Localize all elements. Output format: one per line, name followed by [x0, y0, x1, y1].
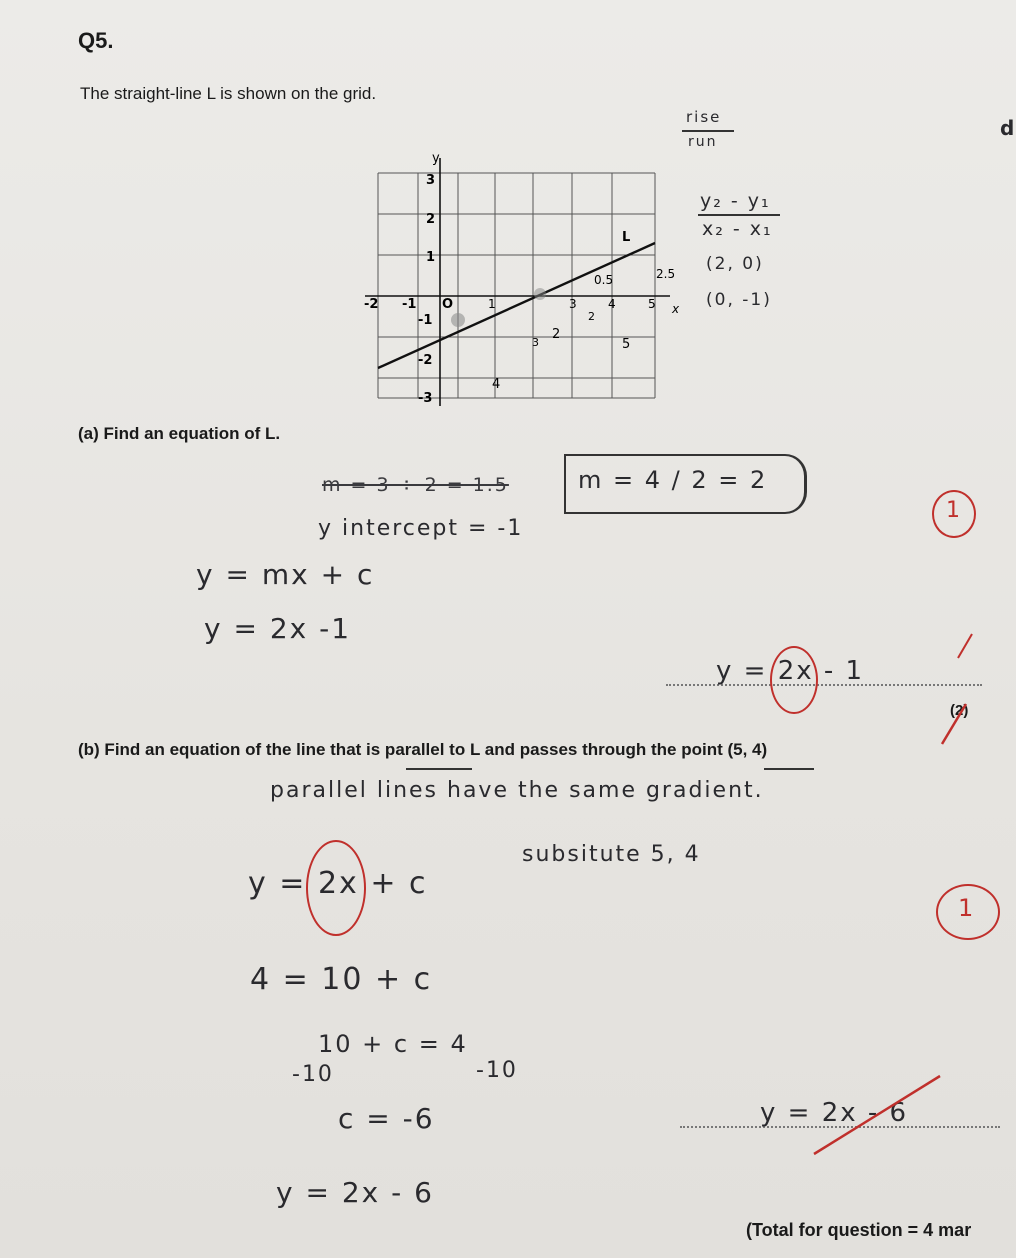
underline: [764, 768, 814, 770]
general-equation: y = mx + c: [196, 558, 375, 591]
tick-mark: [810, 1070, 950, 1160]
parallel-note: parallel lines have the same gradient.: [270, 778, 764, 803]
note-d: d: [1000, 116, 1016, 140]
graph-annotation: 4: [492, 377, 501, 392]
graph-annotation: 5: [622, 337, 631, 352]
mark-circle: [306, 840, 366, 936]
question-number: Q5.: [78, 28, 114, 53]
equation-step-2: 4 = 10 + c: [250, 962, 433, 997]
pencil-smudge: [534, 288, 546, 300]
y-intercept: y intercept = -1: [318, 516, 524, 541]
equation-step-1: y = 2x + c: [248, 866, 428, 901]
x-tick-label: 5: [648, 297, 656, 311]
mark-b-1: 1: [958, 894, 976, 922]
x-tick-label: 3: [569, 297, 577, 311]
pencil-smudge: [451, 313, 465, 327]
formula-numerator: y₂ - y₁: [700, 190, 771, 212]
note-point: (2, 0): [706, 254, 764, 274]
graph-annotation: 0.5: [594, 273, 614, 287]
underline: [406, 768, 472, 770]
equation-step-5: y = 2x - 6: [276, 1176, 434, 1209]
y-tick-label: 3: [426, 173, 436, 188]
mark-a-1: 1: [946, 498, 962, 523]
fraction-bar: [698, 214, 780, 216]
equation-step-3-sub: -10: [476, 1058, 518, 1083]
equation-step-3-sub: -10: [292, 1062, 334, 1087]
graph-annotation: 2: [552, 327, 561, 342]
x-tick-label: -2: [364, 297, 379, 312]
fraction-bar: [682, 130, 734, 132]
coordinate-grid: [350, 148, 690, 418]
line-label: L: [622, 230, 631, 245]
y-tick-label: 2: [426, 212, 436, 227]
y-axis-label: y: [432, 151, 440, 166]
note-rise: rise: [686, 108, 722, 126]
note-point: (0, -1): [706, 290, 772, 310]
graph-annotation: 2.5: [656, 267, 676, 281]
tick-marks: [930, 630, 980, 750]
graph-annotation: 2: [588, 310, 595, 323]
y-tick-label: -1: [418, 313, 433, 328]
question-intro: The straight-line L is shown on the grid.: [80, 84, 377, 103]
substitute-note: subsitute 5, 4: [522, 842, 701, 867]
graph-annotation: 3: [532, 336, 539, 349]
y-tick-label: -2: [418, 353, 433, 368]
x-tick-label: O: [442, 297, 454, 312]
y-tick-label: -3: [418, 391, 433, 406]
total-marks: (Total for question = 4 mar: [746, 1220, 972, 1240]
struck-gradient: m = 3 ÷ 2 = 1.5: [322, 474, 509, 496]
substituted-equation: y = 2x -1: [204, 612, 352, 645]
x-tick-label: 1: [488, 297, 496, 311]
x-axis-label: x: [672, 302, 680, 316]
equation-step-4: c = -6: [338, 1102, 435, 1135]
part-b-prompt: (b) Find an equation of the line that is parallel to L and passes through the point (5, 4): [78, 740, 768, 759]
part-a-prompt: (a) Find an equation of L.: [78, 424, 281, 443]
note-run: run: [688, 134, 718, 150]
part-a-marks: (2): [950, 702, 969, 719]
equation-step-3: 10 + c = 4: [318, 1030, 468, 1058]
answer-a: y = 2x - 1: [716, 656, 865, 686]
answer-b: y = 2x - 6: [760, 1098, 909, 1128]
x-tick-label: 4: [608, 297, 616, 311]
gradient-value: m = 4 / 2 = 2: [578, 466, 768, 494]
x-tick-label: -1: [402, 297, 417, 312]
y-tick-label: 1: [426, 250, 436, 265]
formula-denominator: x₂ - x₁: [702, 218, 773, 240]
